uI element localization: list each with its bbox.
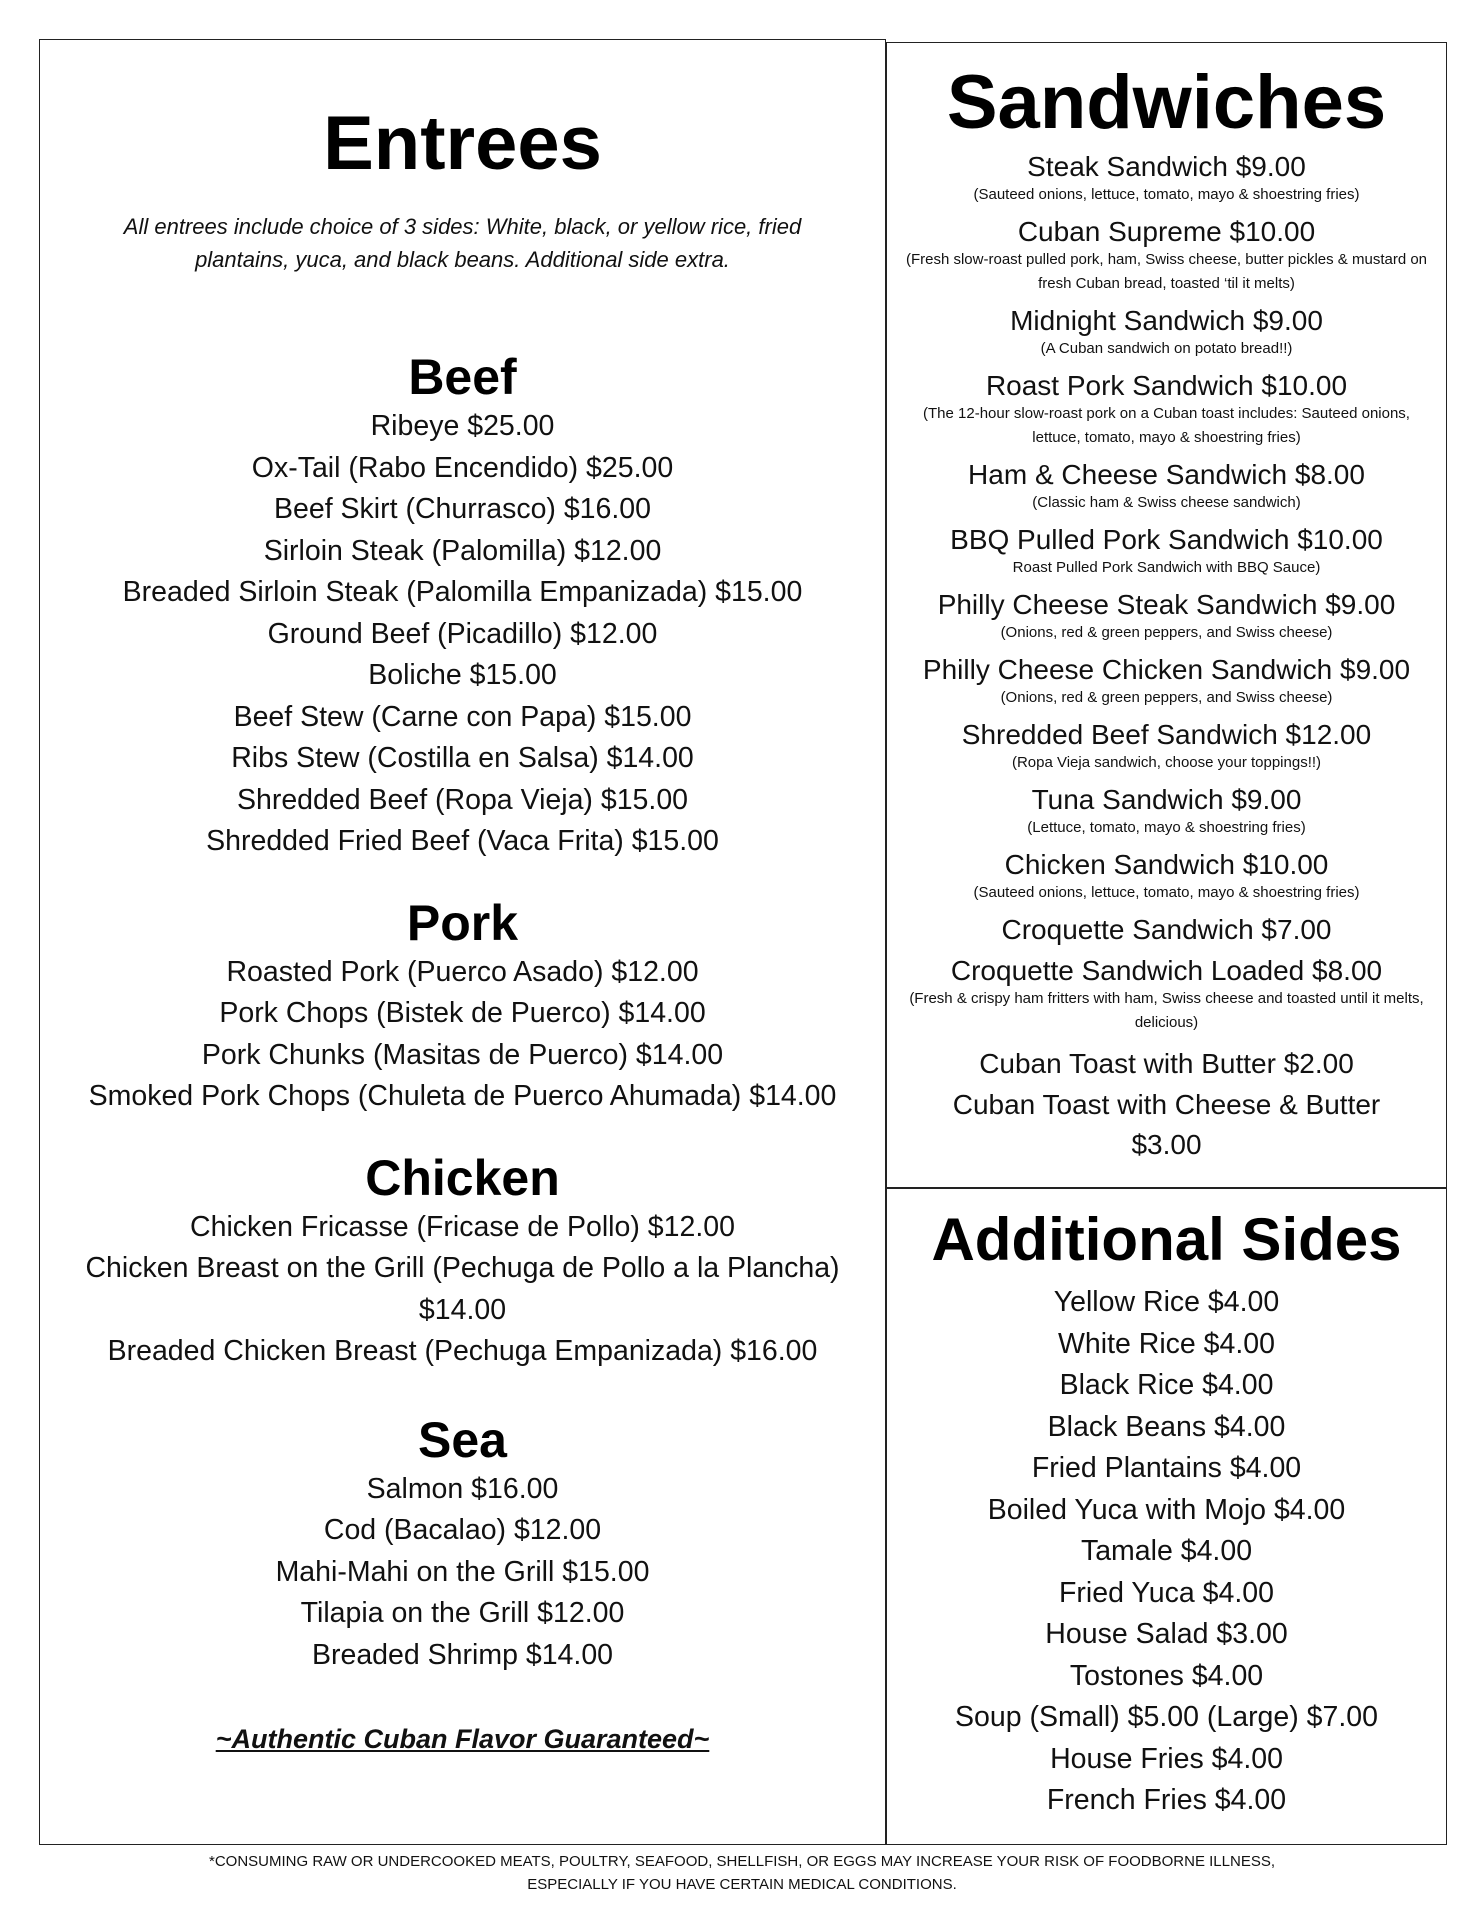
menu-item: Salmon $16.00 (366, 1472, 559, 1505)
sandwich-description: (Sauteed onions, lettuce, tomato, mayo & shoestring fries) (973, 884, 1360, 901)
side-item: House Fries $4.00 (1050, 1742, 1283, 1775)
menu-item: Ox-Tail (Rabo Encendido) $25.00 (251, 451, 674, 484)
sandwich-description: (Fresh & crispy ham fritters with ham, Swiss cheese and toasted until it melts, delicious) (909, 990, 1424, 1031)
chicken-list (40, 1207, 885, 1373)
sandwich-description: (Fresh slow-roast pulled pork, ham, Swiss cheese, butter pickles & mustard on fresh Cuban bread, toasted ‘til it melts) (905, 251, 1428, 292)
sandwich-name: Steak Sandwich $9.00 (1027, 151, 1306, 182)
menu-item: Beef Skirt (Churrasco) $16.00 (274, 493, 651, 525)
menu-item: Breaded Shrimp $14.00 (311, 1638, 614, 1671)
sandwich-name: Chicken Sandwich $10.00 (1004, 849, 1329, 880)
sandwich-list (887, 151, 1446, 1166)
sandwich-description: (A Cuban sandwich on potato bread!!) (1040, 340, 1293, 357)
pork-list (40, 952, 885, 1118)
menu-item: Shredded Beef (Ropa Vieja) $15.00 (236, 783, 689, 816)
additional-sides-panel (886, 1187, 1447, 1845)
menu-item: Ribs Stew (Costilla en Salsa) $14.00 (231, 742, 694, 774)
menu-item: Smoked Pork Chops (Chuleta de Puerco Ahumada) $14.00 (88, 1080, 837, 1112)
toast-item: Cuban Toast with Butter $2.00 (979, 1048, 1354, 1079)
sandwiches-panel (886, 42, 1447, 1189)
menu-item: Roasted Pork (Puerco Asado) $12.00 (226, 955, 699, 988)
menu-item: Ribeye $25.00 (370, 410, 555, 442)
side-item: Black Beans $4.00 (1047, 1410, 1286, 1443)
disclaimer-line: *CONSUMING RAW OR UNDERCOOKED MEATS, POULTRY, SEAFOOD, SHELLFISH, OR EGGS MAY INCREASE YOUR RISK OF FOODBORNE ILLNESS, (208, 1853, 1276, 1870)
side-item: Tamale $4.00 (1080, 1535, 1253, 1567)
side-item: Tostones $4.00 (1069, 1659, 1264, 1692)
menu-item: Breaded Sirloin Steak (Palomilla Empanizada) $15.00 (122, 576, 803, 608)
side-item: Black Rice $4.00 (1059, 1369, 1274, 1401)
menu-item: Chicken Breast on the Grill (Pechuga de Pollo a la Plancha) (85, 1252, 840, 1284)
disclaimer-line: ESPECIALLY IF YOU HAVE CERTAIN MEDICAL CONDITIONS. (527, 1876, 957, 1893)
entrees-panel (39, 39, 886, 1845)
menu-item: Cod (Bacalao) $12.00 (323, 1514, 602, 1546)
sandwich-name: Tuna Sandwich $9.00 (1031, 784, 1302, 815)
side-item: Fried Plantains $4.00 (1031, 1452, 1302, 1484)
entrees-sides-note: All entrees include choice of 3 sides: White, black, or yellow rice, fried plantains, yuca, and black beans. Additional side extra. (123, 214, 802, 272)
additional-sides-title: Additional Sides (931, 1206, 1402, 1273)
sandwich-name: Cuban Supreme $10.00 (1017, 216, 1316, 247)
sandwich-description: (Ropa Vieja sandwich, choose your toppings!!) (1011, 754, 1322, 771)
chicken-section-title: Chicken (365, 1149, 560, 1206)
sandwich-name: Philly Cheese Chicken Sandwich $9.00 (922, 654, 1411, 685)
sides-list (887, 1282, 1446, 1822)
sea-list (40, 1469, 885, 1677)
menu-item: Sirloin Steak (Palomilla) $12.00 (263, 534, 662, 567)
sandwiches-title: Sandwiches (946, 60, 1387, 145)
menu-item: Pork Chops (Bistek de Puerco) $14.00 (219, 997, 706, 1029)
food-safety-disclaimer (0, 1850, 1484, 1896)
side-item: Boiled Yuca with Mojo $4.00 (987, 1493, 1346, 1526)
side-item: Soup (Small) $5.00 (Large) $7.00 (955, 1701, 1378, 1733)
sandwich-description: Roast Pulled Pork Sandwich with BBQ Sauce) (1012, 559, 1321, 576)
pork-section-title: Pork (406, 894, 519, 951)
menu-item: Chicken Fricasse (Fricase de Pollo) $12.00 (190, 1210, 735, 1243)
side-item: French Fries $4.00 (1046, 1784, 1287, 1816)
side-item: Yellow Rice $4.00 (1053, 1286, 1280, 1318)
tagline: ~Authentic Cuban Flavor Guaranteed~ (215, 1724, 710, 1754)
sandwich-description: (Onions, red & green peppers, and Swiss cheese) (1000, 624, 1333, 641)
beef-section-title: Beef (408, 349, 517, 405)
entrees-title: Entrees (323, 101, 602, 186)
menu-item: Breaded Chicken Breast (Pechuga Empanizada) $16.00 (107, 1335, 818, 1367)
menu-item: Beef Stew (Carne con Papa) $15.00 (233, 700, 692, 733)
menu-item: Pork Chunks (Masitas de Puerco) $14.00 (201, 1038, 724, 1071)
sandwich-description: (Onions, red & green peppers, and Swiss cheese) (1000, 689, 1333, 706)
sandwich-name: Midnight Sandwich $9.00 (1010, 305, 1323, 336)
sandwich-name: Philly Cheese Steak Sandwich $9.00 (937, 589, 1396, 620)
sandwich-description: (The 12-hour slow-roast pork on a Cuban toast includes: Sauteed onions, lettuce, tomato, mayo & shoestring fries) (923, 405, 1410, 446)
sandwich-description: (Sauteed onions, lettuce, tomato, mayo & shoestring fries) (973, 186, 1360, 203)
menu-item: Ground Beef (Picadillo) $12.00 (267, 617, 658, 650)
sandwich-name: Roast Pork Sandwich $10.00 (985, 370, 1348, 401)
sandwich-name: Croquette Sandwich Loaded $8.00 (950, 955, 1383, 986)
menu-item: $14.00 (418, 1293, 507, 1326)
sandwich-name: Croquette Sandwich $7.00 (1001, 914, 1332, 945)
sandwich-description: (Lettuce, tomato, mayo & shoestring fries) (1027, 819, 1306, 836)
menu-item: Tilapia on the Grill $12.00 (300, 1597, 625, 1629)
side-item: Fried Yuca $4.00 (1059, 1576, 1274, 1609)
menu-item: Boliche $15.00 (368, 659, 557, 691)
side-item: White Rice $4.00 (1057, 1327, 1276, 1360)
beef-list (40, 406, 885, 863)
sandwich-description: (Classic ham & Swiss cheese sandwich) (1032, 494, 1301, 511)
side-item: House Salad $3.00 (1045, 1618, 1288, 1650)
toast-item: Cuban Toast with Cheese & Butter $3.00 (952, 1088, 1381, 1160)
sea-section-title: Sea (418, 1411, 507, 1468)
sandwich-name: Ham & Cheese Sandwich $8.00 (968, 459, 1365, 490)
menu-item: Mahi-Mahi on the Grill $15.00 (275, 1555, 650, 1588)
menu-item: Shredded Fried Beef (Vaca Frita) $15.00 (206, 825, 719, 857)
sandwich-name: BBQ Pulled Pork Sandwich $10.00 (950, 524, 1383, 555)
sandwich-name: Shredded Beef Sandwich $12.00 (961, 719, 1372, 750)
